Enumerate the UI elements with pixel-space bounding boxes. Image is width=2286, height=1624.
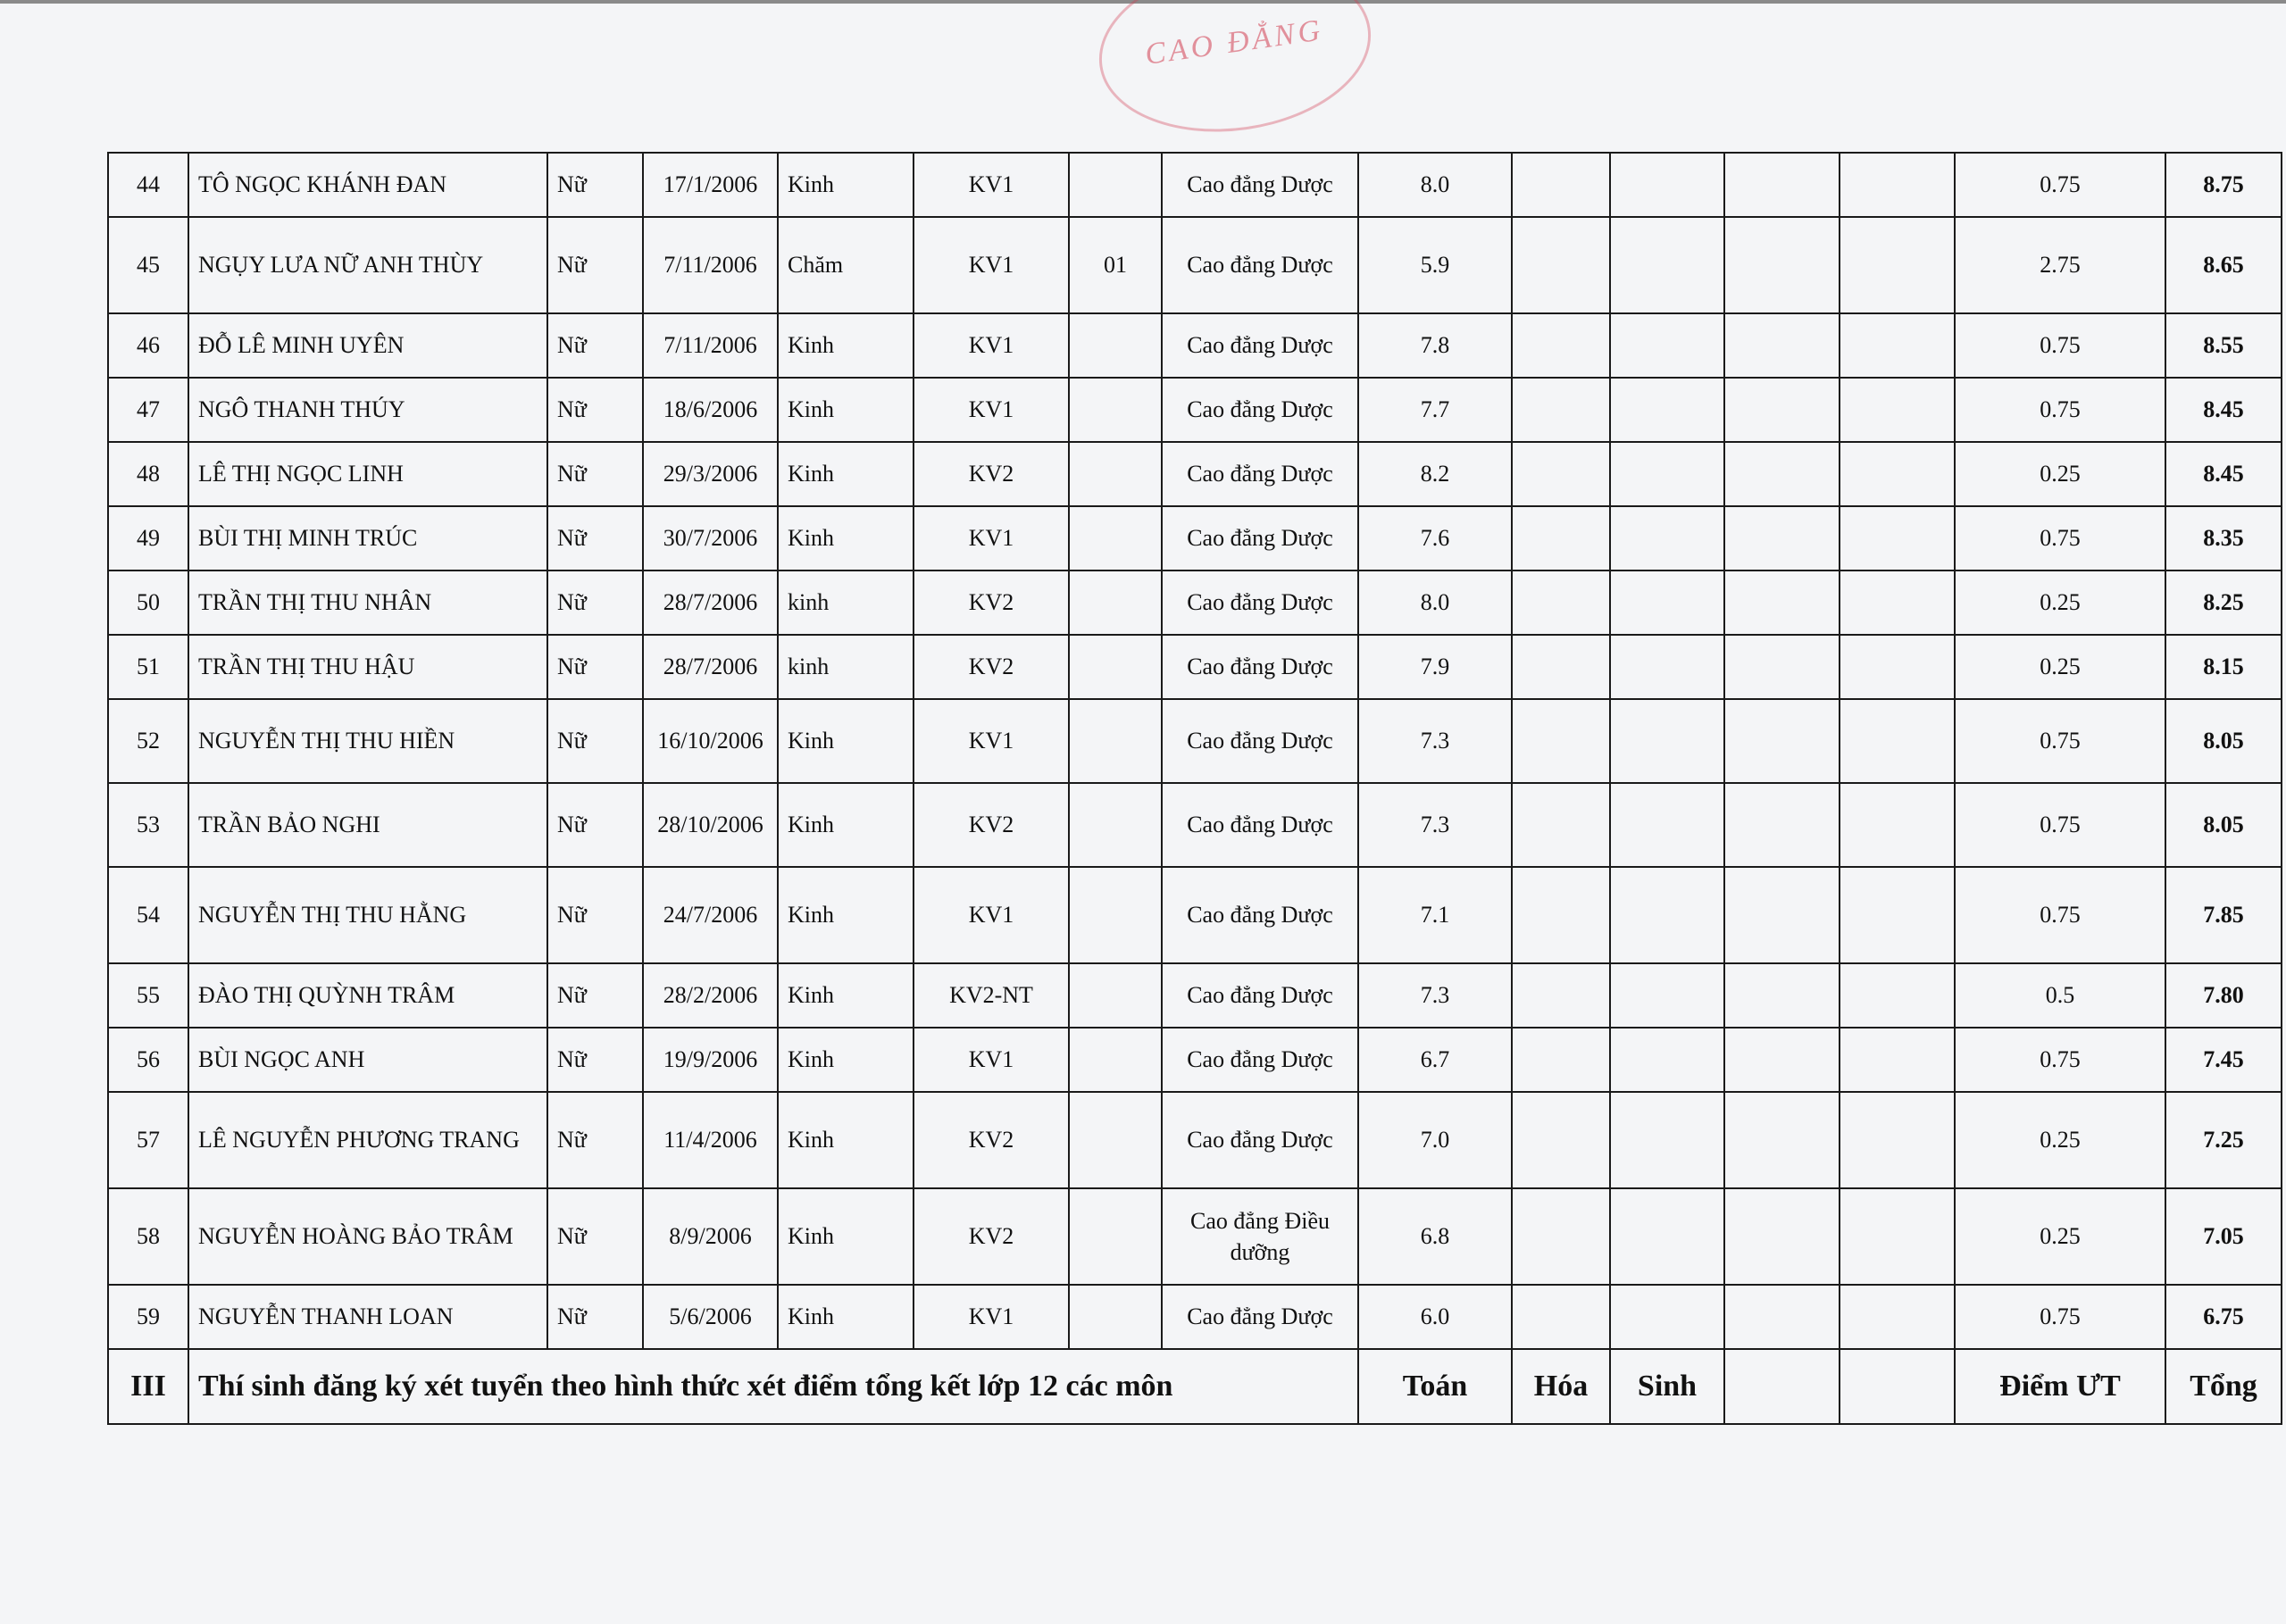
table-row: [108, 867, 2282, 963]
priority-region: KV2: [914, 783, 1069, 867]
ethnicity: Kinh: [778, 867, 914, 963]
blank-cell: [1512, 313, 1610, 378]
priority-region: KV2: [914, 442, 1069, 506]
blank-cell: [1610, 963, 1724, 1028]
table-body: [108, 153, 2282, 1424]
priority-object: [1069, 963, 1162, 1028]
table-row: [108, 506, 2282, 570]
gender: Nữ: [547, 506, 643, 570]
major: Cao đẳng Dược: [1162, 313, 1358, 378]
total-score: 7.05: [2165, 1188, 2282, 1285]
ethnicity: Kinh: [778, 153, 914, 217]
ethnicity: Kinh: [778, 506, 914, 570]
major: Cao đẳng Dược: [1162, 1092, 1358, 1188]
student-name: TRẦN THỊ THU NHÂN: [188, 570, 547, 635]
score: 5.9: [1358, 217, 1512, 313]
table-row: [108, 1092, 2282, 1188]
ethnicity: Chăm: [778, 217, 914, 313]
ethnicity: Kinh: [778, 442, 914, 506]
table-row: [108, 635, 2282, 699]
priority-region: KV1: [914, 378, 1069, 442]
table-row: [108, 1285, 2282, 1349]
bonus-points: 0.75: [1955, 1028, 2165, 1092]
blank-cell: [1512, 153, 1610, 217]
blank-cell: [1610, 1285, 1724, 1349]
score: 7.8: [1358, 313, 1512, 378]
table-row: [108, 963, 2282, 1028]
blank-cell: [1724, 635, 1840, 699]
score: 7.1: [1358, 867, 1512, 963]
table-row: [108, 153, 2282, 217]
blank-cell: [1610, 217, 1724, 313]
gender: Nữ: [547, 570, 643, 635]
major: Cao đẳng Dược: [1162, 1285, 1358, 1349]
gender: Nữ: [547, 783, 643, 867]
blank-cell: [1840, 635, 1955, 699]
blank-cell: [1840, 570, 1955, 635]
bonus-points: 2.75: [1955, 217, 2165, 313]
ethnicity: Kinh: [778, 313, 914, 378]
blank-cell: [1512, 1092, 1610, 1188]
section-title: Thí sinh đăng ký xét tuyển theo hình thức xét điểm tổng kết lớp 12 các môn: [188, 1349, 1358, 1424]
score: 7.3: [1358, 699, 1512, 783]
total-score: 8.65: [2165, 217, 2282, 313]
priority-region: KV2: [914, 635, 1069, 699]
column-header-blank: [1724, 1349, 1840, 1424]
bonus-points: 0.75: [1955, 506, 2165, 570]
score: 8.2: [1358, 442, 1512, 506]
priority-object: [1069, 506, 1162, 570]
priority-region: KV1: [914, 217, 1069, 313]
priority-object: [1069, 442, 1162, 506]
table-row: [108, 1188, 2282, 1285]
priority-object: [1069, 1285, 1162, 1349]
date-of-birth: 19/9/2006: [643, 1028, 778, 1092]
blank-cell: [1512, 378, 1610, 442]
gender: Nữ: [547, 378, 643, 442]
blank-cell: [1840, 378, 1955, 442]
priority-region: KV1: [914, 1028, 1069, 1092]
score: 7.9: [1358, 635, 1512, 699]
priority-region: KV1: [914, 153, 1069, 217]
table-row: [108, 442, 2282, 506]
bonus-points: 0.25: [1955, 635, 2165, 699]
major: Cao đẳng Dược: [1162, 699, 1358, 783]
blank-cell: [1610, 1028, 1724, 1092]
bonus-points: 0.75: [1955, 867, 2165, 963]
blank-cell: [1724, 217, 1840, 313]
priority-object: [1069, 699, 1162, 783]
blank-cell: [1512, 1285, 1610, 1349]
total-score: 7.25: [2165, 1092, 2282, 1188]
gender: Nữ: [547, 442, 643, 506]
major: Cao đẳng Dược: [1162, 783, 1358, 867]
row-number: 53: [108, 783, 188, 867]
blank-cell: [1512, 217, 1610, 313]
student-name: ĐỖ LÊ MINH UYÊN: [188, 313, 547, 378]
date-of-birth: 29/3/2006: [643, 442, 778, 506]
blank-cell: [1840, 442, 1955, 506]
major: Cao đẳng Dược: [1162, 442, 1358, 506]
date-of-birth: 28/7/2006: [643, 570, 778, 635]
blank-cell: [1724, 1092, 1840, 1188]
student-name: NGUYỄN THỊ THU HIỀN: [188, 699, 547, 783]
priority-region: KV2-NT: [914, 963, 1069, 1028]
blank-cell: [1724, 153, 1840, 217]
score: 6.7: [1358, 1028, 1512, 1092]
score: 8.0: [1358, 153, 1512, 217]
blank-cell: [1724, 1028, 1840, 1092]
student-name: TRẦN THỊ THU HẬU: [188, 635, 547, 699]
row-number: 45: [108, 217, 188, 313]
blank-cell: [1610, 313, 1724, 378]
blank-cell: [1840, 217, 1955, 313]
major: Cao đẳng Dược: [1162, 378, 1358, 442]
date-of-birth: 7/11/2006: [643, 313, 778, 378]
date-of-birth: 30/7/2006: [643, 506, 778, 570]
date-of-birth: 28/10/2006: [643, 783, 778, 867]
bonus-points: 0.25: [1955, 442, 2165, 506]
score: 7.7: [1358, 378, 1512, 442]
student-name: NGỤY LƯA NỮ ANH THÙY: [188, 217, 547, 313]
priority-object: [1069, 1092, 1162, 1188]
table-row: [108, 699, 2282, 783]
total-score: 8.55: [2165, 313, 2282, 378]
blank-cell: [1610, 1188, 1724, 1285]
student-name: LÊ THỊ NGỌC LINH: [188, 442, 547, 506]
blank-cell: [1840, 1285, 1955, 1349]
table-row: [108, 378, 2282, 442]
date-of-birth: 28/2/2006: [643, 963, 778, 1028]
section-number: III: [108, 1349, 188, 1424]
blank-cell: [1840, 783, 1955, 867]
date-of-birth: 7/11/2006: [643, 217, 778, 313]
major: Cao đẳng Dược: [1162, 153, 1358, 217]
gender: Nữ: [547, 635, 643, 699]
total-score: 6.75: [2165, 1285, 2282, 1349]
blank-cell: [1724, 442, 1840, 506]
blank-cell: [1610, 699, 1724, 783]
blank-cell: [1840, 153, 1955, 217]
row-number: 54: [108, 867, 188, 963]
priority-object: [1069, 378, 1162, 442]
gender: Nữ: [547, 1028, 643, 1092]
row-number: 55: [108, 963, 188, 1028]
bonus-points: 0.75: [1955, 699, 2165, 783]
admission-results-table: [107, 152, 2282, 1425]
priority-region: KV1: [914, 1285, 1069, 1349]
gender: Nữ: [547, 1092, 643, 1188]
score: 7.3: [1358, 783, 1512, 867]
column-header-hoa: Hóa: [1512, 1349, 1610, 1424]
gender: Nữ: [547, 699, 643, 783]
row-number: 52: [108, 699, 188, 783]
ethnicity: Kinh: [778, 1285, 914, 1349]
blank-cell: [1610, 867, 1724, 963]
table-row: [108, 217, 2282, 313]
blank-cell: [1724, 313, 1840, 378]
row-number: 47: [108, 378, 188, 442]
ethnicity: Kinh: [778, 1028, 914, 1092]
blank-cell: [1512, 635, 1610, 699]
priority-object: [1069, 1028, 1162, 1092]
total-score: 8.05: [2165, 783, 2282, 867]
blank-cell: [1724, 506, 1840, 570]
blank-cell: [1610, 783, 1724, 867]
row-number: 46: [108, 313, 188, 378]
blank-cell: [1610, 506, 1724, 570]
blank-cell: [1512, 442, 1610, 506]
priority-object: [1069, 153, 1162, 217]
bonus-points: 0.25: [1955, 1188, 2165, 1285]
blank-cell: [1610, 1092, 1724, 1188]
blank-cell: [1840, 867, 1955, 963]
gender: Nữ: [547, 153, 643, 217]
priority-object: [1069, 635, 1162, 699]
blank-cell: [1840, 1028, 1955, 1092]
priority-object: [1069, 867, 1162, 963]
priority-object: [1069, 313, 1162, 378]
blank-cell: [1724, 570, 1840, 635]
ethnicity: Kinh: [778, 963, 914, 1028]
priority-region: KV1: [914, 699, 1069, 783]
major: Cao đẳng Dược: [1162, 635, 1358, 699]
blank-cell: [1724, 867, 1840, 963]
ethnicity: kinh: [778, 570, 914, 635]
row-number: 57: [108, 1092, 188, 1188]
column-header-blank: [1840, 1349, 1955, 1424]
blank-cell: [1840, 699, 1955, 783]
priority-object: [1069, 783, 1162, 867]
official-stamp: CAO ĐẲNG: [1089, 0, 1382, 148]
date-of-birth: 11/4/2006: [643, 1092, 778, 1188]
total-score: 8.05: [2165, 699, 2282, 783]
score: 8.0: [1358, 570, 1512, 635]
gender: Nữ: [547, 217, 643, 313]
ethnicity: Kinh: [778, 1188, 914, 1285]
column-header-diem-ut: Điểm ƯT: [1955, 1349, 2165, 1424]
ethnicity: Kinh: [778, 783, 914, 867]
total-score: 7.80: [2165, 963, 2282, 1028]
bonus-points: 0.75: [1955, 313, 2165, 378]
major: Cao đẳng Điều dưỡng: [1162, 1188, 1358, 1285]
date-of-birth: 16/10/2006: [643, 699, 778, 783]
blank-cell: [1724, 378, 1840, 442]
row-number: 49: [108, 506, 188, 570]
student-name: BÙI THỊ MINH TRÚC: [188, 506, 547, 570]
blank-cell: [1724, 783, 1840, 867]
ethnicity: kinh: [778, 635, 914, 699]
bonus-points: 0.25: [1955, 570, 2165, 635]
student-name: LÊ NGUYỄN PHƯƠNG TRANG: [188, 1092, 547, 1188]
blank-cell: [1610, 442, 1724, 506]
column-header-sinh: Sinh: [1610, 1349, 1724, 1424]
priority-region: KV1: [914, 867, 1069, 963]
total-score: 8.15: [2165, 635, 2282, 699]
priority-object: 01: [1069, 217, 1162, 313]
row-number: 58: [108, 1188, 188, 1285]
student-name: NGÔ THANH THÚY: [188, 378, 547, 442]
table-row: [108, 313, 2282, 378]
date-of-birth: 17/1/2006: [643, 153, 778, 217]
priority-region: KV2: [914, 570, 1069, 635]
date-of-birth: 28/7/2006: [643, 635, 778, 699]
score: 7.6: [1358, 506, 1512, 570]
blank-cell: [1840, 1092, 1955, 1188]
total-score: 8.45: [2165, 378, 2282, 442]
table-row: [108, 783, 2282, 867]
blank-cell: [1512, 699, 1610, 783]
gender: Nữ: [547, 1285, 643, 1349]
major: Cao đẳng Dược: [1162, 570, 1358, 635]
ethnicity: Kinh: [778, 378, 914, 442]
blank-cell: [1512, 1188, 1610, 1285]
total-score: 7.85: [2165, 867, 2282, 963]
blank-cell: [1512, 1028, 1610, 1092]
blank-cell: [1840, 1188, 1955, 1285]
student-name: BÙI NGỌC ANH: [188, 1028, 547, 1092]
table-row: [108, 570, 2282, 635]
total-score: 8.25: [2165, 570, 2282, 635]
bonus-points: 0.75: [1955, 153, 2165, 217]
blank-cell: [1512, 783, 1610, 867]
major: Cao đẳng Dược: [1162, 963, 1358, 1028]
score: 7.0: [1358, 1092, 1512, 1188]
date-of-birth: 24/7/2006: [643, 867, 778, 963]
score: 6.0: [1358, 1285, 1512, 1349]
ethnicity: Kinh: [778, 699, 914, 783]
bonus-points: 0.5: [1955, 963, 2165, 1028]
major: Cao đẳng Dược: [1162, 867, 1358, 963]
blank-cell: [1724, 699, 1840, 783]
blank-cell: [1610, 153, 1724, 217]
total-score: 8.35: [2165, 506, 2282, 570]
major: Cao đẳng Dược: [1162, 506, 1358, 570]
blank-cell: [1512, 570, 1610, 635]
blank-cell: [1840, 313, 1955, 378]
major: Cao đẳng Dược: [1162, 1028, 1358, 1092]
column-header-toan: Toán: [1358, 1349, 1512, 1424]
student-name: TÔ NGỌC KHÁNH ĐAN: [188, 153, 547, 217]
bonus-points: 0.75: [1955, 1285, 2165, 1349]
priority-region: KV1: [914, 313, 1069, 378]
row-number: 51: [108, 635, 188, 699]
table-row: [108, 1028, 2282, 1092]
blank-cell: [1610, 378, 1724, 442]
total-score: 8.45: [2165, 442, 2282, 506]
blank-cell: [1724, 1285, 1840, 1349]
priority-region: KV2: [914, 1092, 1069, 1188]
blank-cell: [1724, 1188, 1840, 1285]
priority-object: [1069, 570, 1162, 635]
blank-cell: [1840, 506, 1955, 570]
row-number: 48: [108, 442, 188, 506]
bonus-points: 0.75: [1955, 378, 2165, 442]
date-of-birth: 5/6/2006: [643, 1285, 778, 1349]
total-score: 8.75: [2165, 153, 2282, 217]
student-name: TRẦN BẢO NGHI: [188, 783, 547, 867]
score: 7.3: [1358, 963, 1512, 1028]
gender: Nữ: [547, 963, 643, 1028]
blank-cell: [1724, 963, 1840, 1028]
row-number: 59: [108, 1285, 188, 1349]
column-header-tong: Tổng: [2165, 1349, 2282, 1424]
blank-cell: [1610, 635, 1724, 699]
score: 6.8: [1358, 1188, 1512, 1285]
date-of-birth: 8/9/2006: [643, 1188, 778, 1285]
student-name: NGUYỄN THỊ THU HẰNG: [188, 867, 547, 963]
priority-object: [1069, 1188, 1162, 1285]
student-name: NGUYỄN THANH LOAN: [188, 1285, 547, 1349]
priority-region: KV2: [914, 1188, 1069, 1285]
blank-cell: [1512, 506, 1610, 570]
total-score: 7.45: [2165, 1028, 2282, 1092]
bonus-points: 0.75: [1955, 783, 2165, 867]
blank-cell: [1512, 963, 1610, 1028]
gender: Nữ: [547, 1188, 643, 1285]
ethnicity: Kinh: [778, 1092, 914, 1188]
section-header-row: [108, 1349, 2282, 1424]
major: Cao đẳng Dược: [1162, 217, 1358, 313]
gender: Nữ: [547, 867, 643, 963]
row-number: 44: [108, 153, 188, 217]
bonus-points: 0.25: [1955, 1092, 2165, 1188]
blank-cell: [1610, 570, 1724, 635]
student-name: NGUYỄN HOÀNG BẢO TRÂM: [188, 1188, 547, 1285]
student-name: ĐÀO THỊ QUỲNH TRÂM: [188, 963, 547, 1028]
row-number: 56: [108, 1028, 188, 1092]
gender: Nữ: [547, 313, 643, 378]
date-of-birth: 18/6/2006: [643, 378, 778, 442]
priority-region: KV1: [914, 506, 1069, 570]
row-number: 50: [108, 570, 188, 635]
blank-cell: [1512, 867, 1610, 963]
blank-cell: [1840, 963, 1955, 1028]
